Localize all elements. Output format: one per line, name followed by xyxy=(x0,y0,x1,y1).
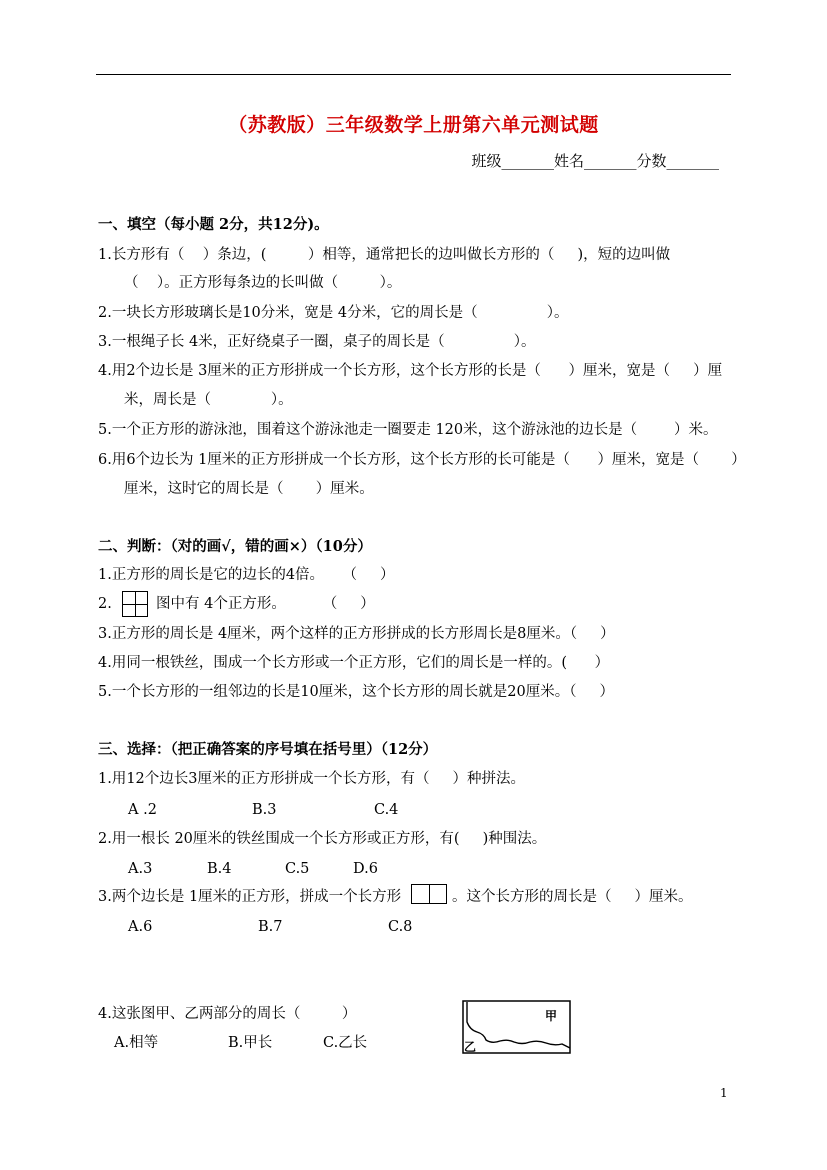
option-3-4-b: B.甲长 xyxy=(228,1035,273,1051)
question-1-3: 3.一根绳子长 4米，正好绕桌子一圈，桌子的周长是（ ）。 xyxy=(98,334,536,350)
two-square-rectangle-figure xyxy=(411,884,447,904)
question-2-3: 3.正方形的周长是 4厘米，两个这样的正方形拼成的长方形周长是8厘米。（ ） xyxy=(98,626,615,642)
option-3-1-a: A .2 xyxy=(128,802,157,818)
divided-region-figure xyxy=(462,1000,572,1055)
option-3-4-c: C.乙长 xyxy=(323,1035,368,1051)
question-1-6: 6.用6个边长为 1厘米的正方形拼成一个长方形，这个长方形的长可能是（ ）厘米，宽是（ ） xyxy=(98,452,746,468)
header-rule xyxy=(96,74,731,75)
question-2-2: 图中有 4个正方形。 （ ） xyxy=(156,596,375,612)
question-3-2: 2.用一根长 20厘米的铁丝围成一个长方形或正方形，有( )种围法。 xyxy=(98,831,547,847)
question-1-6-cont: 厘米，这时它的周长是（ ）厘米。 xyxy=(124,481,374,497)
question-3-3-cont: 。这个长方形的周长是（ ）厘米。 xyxy=(452,889,693,905)
option-3-4-a: A.相等 xyxy=(114,1035,159,1051)
question-1-2: 2.一块长方形玻璃长是10分米，宽是 4分米，它的周长是（ ）。 xyxy=(98,305,569,321)
question-1-1: 1.长方形有（ ）条边，( ）相等，通常把长的边叫做长方形的（ )，短的边叫做 xyxy=(98,247,671,263)
question-3-3: 3.两个边长是 1厘米的正方形，拼成一个长方形 xyxy=(98,889,402,905)
four-square-grid-figure xyxy=(122,591,148,617)
question-2-2-number: 2. xyxy=(98,596,112,612)
question-3-4: 4.这张图甲、乙两部分的周长（ ） xyxy=(98,1006,357,1022)
question-1-4: 4.用2个边长是 3厘米的正方形拼成一个长方形，这个长方形的长是（ ）厘米，宽是（ ）厘 xyxy=(98,363,723,379)
option-3-2-c: C.5 xyxy=(285,861,310,877)
option-3-1-b: B.3 xyxy=(252,802,277,818)
option-3-2-b: B.4 xyxy=(207,861,232,877)
question-2-4: 4.用同一根铁丝，围成一个长方形或一个正方形，它们的周长是一样的。( ） xyxy=(98,655,610,671)
student-info-line: 班级_______姓名_______分数_______ xyxy=(471,152,719,170)
section3-heading: 三、选择：（把正确答案的序号填在括号里）（12分） xyxy=(98,741,438,758)
question-3-1: 1.用12个边长3厘米的正方形拼成一个长方形，有（ ）种拼法。 xyxy=(98,771,526,787)
label-yi: 乙 xyxy=(464,1040,477,1054)
question-1-1-cont: （ ）。正方形每条边的长叫做（ ）。 xyxy=(124,275,402,291)
option-3-3-a: A.6 xyxy=(128,919,153,935)
option-3-2-d: D.6 xyxy=(353,861,378,877)
page-title: （苏教版）三年级数学上册第六单元测试题 xyxy=(228,114,599,136)
question-2-5: 5.一个长方形的一组邻边的长是10厘米，这个长方形的周长就是20厘米。（ ） xyxy=(98,684,615,700)
page-number: 1 xyxy=(720,1086,728,1100)
question-2-1: 1.正方形的周长是它的边长的4倍。 （ ） xyxy=(98,567,395,583)
section1-heading: 一、填空（每小题 2分，共12分)。 xyxy=(98,216,329,233)
question-1-5: 5.一个正方形的游泳池，围着这个游泳池走一圈要走 120米，这个游泳池的边长是（ ）米。 xyxy=(98,422,718,438)
section2-heading: 二、判断：（对的画√，错的画×）（10分） xyxy=(98,538,372,555)
option-3-2-a: A.3 xyxy=(128,861,153,877)
label-jia: 甲 xyxy=(545,1009,558,1023)
question-1-4-cont: 米，周长是（ ）。 xyxy=(124,392,293,408)
option-3-3-c: C.8 xyxy=(388,919,413,935)
option-3-1-c: C.4 xyxy=(374,802,399,818)
option-3-3-b: B.7 xyxy=(258,919,283,935)
